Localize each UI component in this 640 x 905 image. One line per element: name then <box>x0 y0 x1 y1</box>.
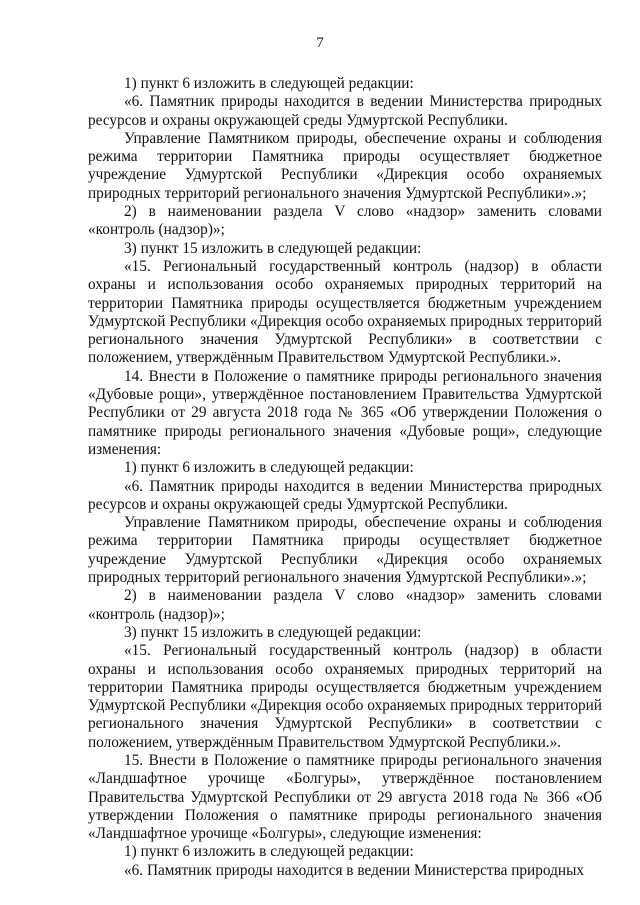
paragraph: 15. Внести в Положение о памятнике природы регионального значения «Ландшафтное урочище «Болгуры», утверждённое постановлением Правительства Удмуртской Республики от 29 августа 2018 года № 366 «Об утверждении Положения о памятнике природы регионального значения «Ландшафтное урочище «Болгуры», следующие изменения: <box>88 751 602 843</box>
paragraph: «15. Региональный государственный контроль (надзор) в области охраны и использования особо охраняемых природных территорий на территории Памятника природы осуществляется бюджетным учреждением Удмуртской Республики «Дирекция особо охраняемых природных территорий регионального значения Удмуртской Республики» в соответствии с положением, утверждённым Правительством Удмуртской Республики.». <box>88 642 602 751</box>
paragraph: 2) в наименовании раздела V слово «надзор» заменить словами «контроль (надзор)»; <box>88 203 602 239</box>
page-number: 7 <box>316 35 324 51</box>
paragraph: «6. Памятник природы находится в ведении Министерства природных ресурсов и охраны окружающей среды Удмуртской Республики. <box>88 477 602 513</box>
paragraph: Управление Памятником природы, обеспечение охраны и соблюдения режима территории Памятника природы осуществляет бюджетное учреждение Удмуртской Республики «Дирекция особо охраняемых природных территорий регионального значения Удмуртской Республики».»; <box>88 129 602 202</box>
paragraph: 3) пункт 15 изложить в следующей редакции: <box>124 623 422 641</box>
paragraph: «15. Региональный государственный контроль (надзор) в области охраны и использования особо охраняемых природных территорий на территории Памятника природы осуществляется бюджетным учреждением Удмуртской Республики «Дирекция особо охраняемых природных территорий регионального значения Удмуртской Республики» в соответствии с положением, утверждённым Правительством Удмуртской Республики.». <box>88 257 602 367</box>
paragraph: 2) в наименовании раздела V слово «надзор» заменить словами «контроль (надзор)»; <box>88 587 602 623</box>
paragraph: 1) пункт 6 изложить в следующей редакции: <box>124 459 414 477</box>
paragraph: 3) пункт 15 изложить в следующей редакции: <box>124 239 422 257</box>
document-body <box>88 75 602 880</box>
paragraph: «6. Памятник природы находится в ведении Министерства природных ресурсов и охраны окружающей среды Удмуртской Республики. <box>88 93 602 129</box>
paragraph: 14. Внести в Положение о памятнике природы регионального значения «Дубовые рощи», утверждённое постановлением Правительства Удмуртской Республики от 29 августа 2018 года № 365 «Об утверждении Положения о памятнике природы регионального значения «Дубовые рощи», следующие изменения: <box>88 367 602 458</box>
paragraph: 1) пункт 6 изложить в следующей редакции: <box>124 843 414 861</box>
paragraph: «6. Памятник природы находится в ведении Министерства природных <box>124 861 584 879</box>
paragraph: Управление Памятником природы, обеспечение охраны и соблюдения режима территории Памятника природы осуществляет бюджетное учреждение Удмуртской Республики «Дирекция особо охраняемых природных территорий регионального значения Удмуртской Республики».»; <box>88 514 602 587</box>
paragraph: 1) пункт 6 изложить в следующей редакции: <box>124 75 414 92</box>
